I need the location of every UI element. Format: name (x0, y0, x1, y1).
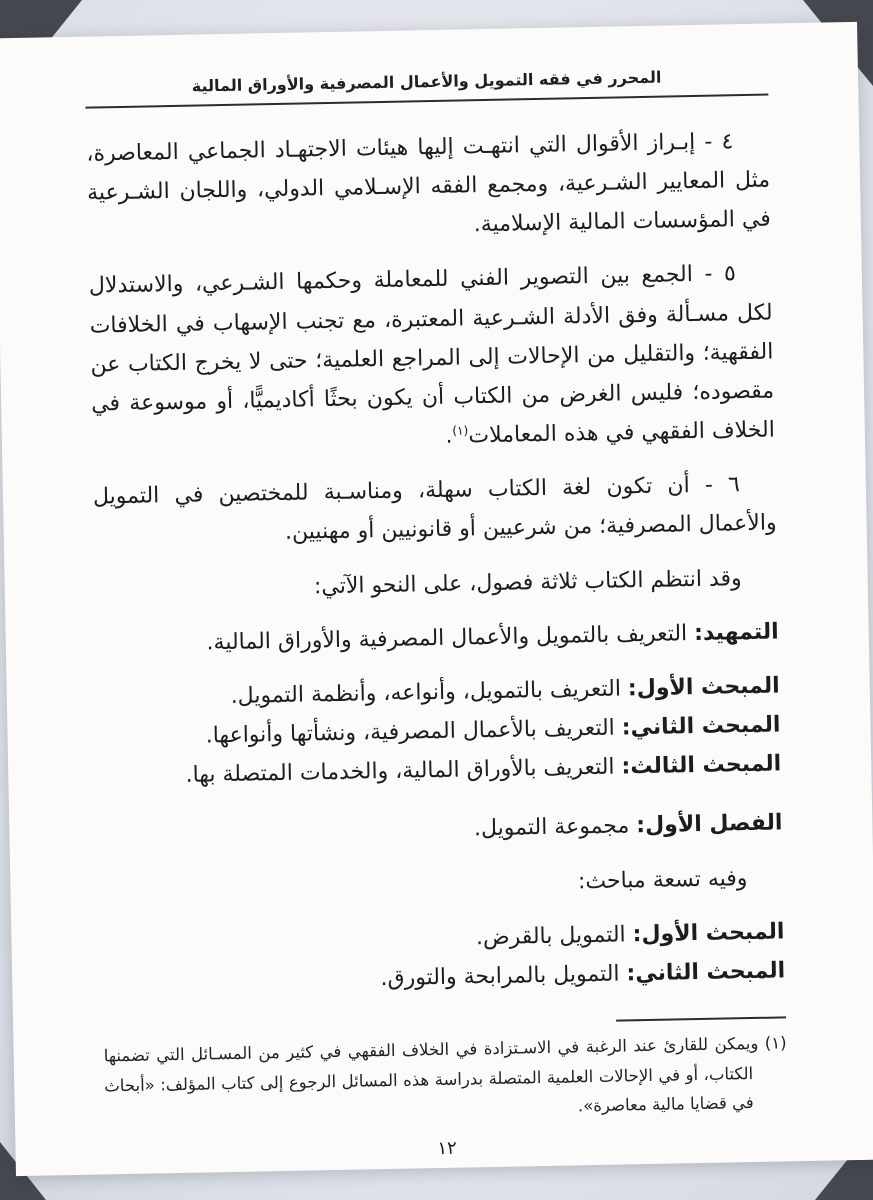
page-number: ١٢ (437, 1137, 457, 1160)
entry-label: المبحث الأول: (632, 919, 785, 947)
paragraph-4: ٤ - إبـراز الأقوال التي انتهـت إليها هيئات الاجتهـاد الجماعي المعاصرة، مثل المعايير الشـرعية، ومجمع الفقه الإسـلامي الدولي، واللجان الشـرعية في المؤسسات المالية الإسلامية. (86, 129, 772, 238)
structure-intro-line: وقد انتظم الكتاب ثلاثة فصول، على النحو الآتي: (313, 565, 742, 599)
entry-text: التمويل بالمرابحة والتورق. (380, 961, 620, 991)
entry-label: التمهيد: (693, 619, 779, 646)
chapter-intro-line: وفيه تسعة مباحث: (577, 865, 748, 894)
tamhid-subsections (96, 666, 781, 797)
entry-label: المبحث الثاني: (621, 712, 781, 741)
entry-label: المبحث الثالث: (621, 751, 782, 780)
entry-text: التعريف بالتمويل والأعمال المصرفية والأوراق المالية. (206, 620, 688, 656)
entry-text: التمويل بالقرض. (475, 922, 626, 950)
chapter-subsections (101, 912, 785, 1003)
entry-text: التعريف بالتمويل، وأنواعه، وأنظمة التمويل. (230, 676, 622, 709)
page-body (86, 122, 786, 1024)
entry-label: المبحث الأول: (627, 673, 780, 702)
entry-text: التعريف بالأوراق المالية، والخدمات المتصلة بها. (185, 754, 615, 789)
entry-label: المبحث الثاني: (626, 958, 786, 987)
footnote-text: (١) ويمكن للقارئ عند الرغبة في الاسـتزادة في الخلاف الفقهي في كثير من المسـائل التي تضمنها الكتاب، أو في الإحالات العلمية المتصلة بدراسة هذه المسائل الرجوع إلى كتاب المؤلف: «أبحاث في قضايا مالية معاصرة». (103, 1033, 787, 1116)
entry-label: الفصل الأول: (636, 810, 783, 839)
footnote-reference-1: (١) (452, 423, 469, 438)
entry-text: التعريف بالأعمال المصرفية، ونشأتها وأنواعها. (205, 715, 616, 749)
chapter-entry (99, 804, 783, 856)
entry-text: مجموعة التمويل. (473, 813, 630, 842)
paragraph-5 (89, 254, 776, 463)
footnote-area (103, 1010, 788, 1130)
running-header-title: المحرر في فقه التمويل والأعمال المصرفية والأوراق المالية (191, 67, 662, 96)
paragraph-5-tail: . (445, 423, 453, 449)
book-page (0, 22, 873, 1176)
paragraph-5-text: ٥ - الجمع بين التصوير الفني للمعاملة وحكمها الشـرعي، والاستدلال لكل مسـألة وفق الأدلة الشـرعية المعتبرة، مع تجنب الإسهاب في الخلافات الفقهية؛ والتقليل من الإحالات إلى المراجع العلمية؛ حتى لا يخرج الكتاب عن مقصوده؛ فليس الغرض من الكتاب أن يكون بحثًا أكاديميًّا، أو موسوعة في الخلاف الفقهي في هذه المعاملات (88, 261, 776, 449)
header-rule (85, 94, 768, 109)
section-entry-tamhid (95, 612, 779, 664)
paragraph-6: ٦ - أن تكون لغة الكتاب سهلة، ومناسـبة للمختصين في التمويل والأعمال المصرفية؛ من شرعيين أو قانونيين أو مهنيين. (92, 472, 777, 546)
footnote-separator-rule (616, 1016, 786, 1021)
